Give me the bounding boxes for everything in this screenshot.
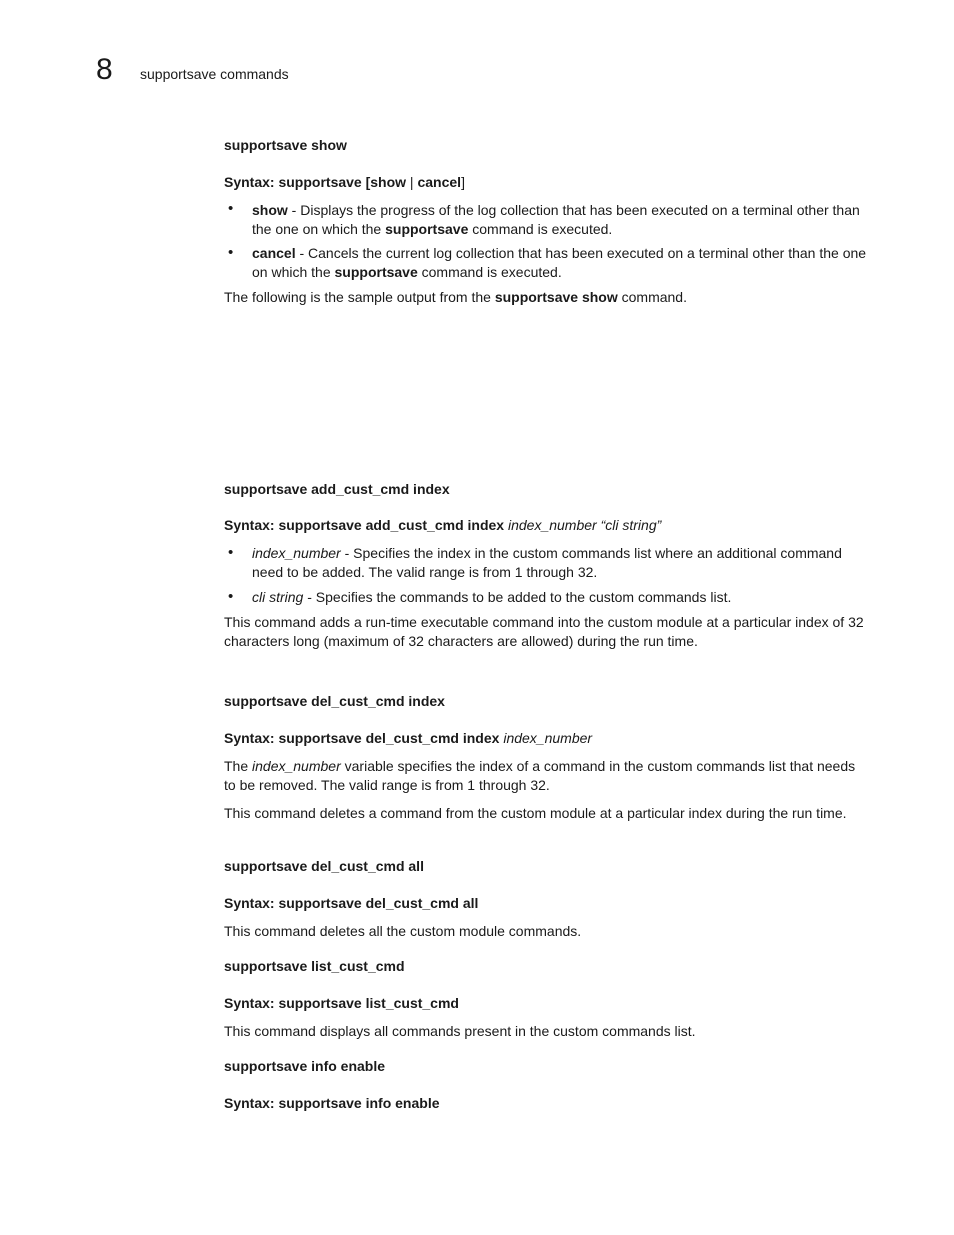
text: The <box>224 758 253 774</box>
syntax-option-show: show <box>370 174 407 190</box>
bullet-cli-string <box>252 588 872 607</box>
syntax-params: index_number <box>499 730 593 746</box>
section-heading-list: supportsave list_cust_cmd <box>224 958 405 974</box>
section-heading-add: supportsave add_cust_cmd index <box>224 481 450 497</box>
section-heading-show: supportsave show <box>224 137 347 153</box>
syntax-separator: | <box>406 174 418 190</box>
del-description-1 <box>224 757 869 795</box>
syntax-prefix: Syntax: supportsave [ <box>224 174 371 190</box>
text: variable specifies the index of a command in the custom commands list that needs to be removed. The valid range is from 1 through 32. <box>224 758 856 793</box>
bullet-icon: • <box>228 244 234 261</box>
syntax-show <box>224 173 869 192</box>
bullet-icon: • <box>228 588 234 605</box>
bullet-desc: command is executed. <box>468 221 613 237</box>
bullet-term: supportsave <box>334 264 418 280</box>
syntax-info: Syntax: supportsave info enable <box>224 1095 440 1111</box>
bullet-icon: • <box>228 544 234 561</box>
syntax-command: Syntax: supportsave add_cust_cmd index <box>224 517 505 533</box>
bullet-desc: - Specifies the index in the custom commands list where an additional command need to be added. The valid range is from 1 through 32. <box>252 545 842 580</box>
variable-name: index_number <box>252 758 341 774</box>
bullet-term: cancel <box>252 245 296 261</box>
syntax-list: Syntax: supportsave list_cust_cmd <box>224 995 459 1011</box>
bullet-index-number <box>252 544 872 582</box>
text: The following is the sample output from the <box>224 289 495 305</box>
add-description: This command adds a run-time executable command into the custom module at a particular index of 32 characters long (maximum of 32 characters are allowed) during the run time. <box>224 614 864 649</box>
list-description: This command displays all commands present in the custom commands list. <box>224 1023 696 1039</box>
bullet-desc: command is executed. <box>417 264 562 280</box>
bullet-term: cli string <box>252 589 304 605</box>
section-heading-del-all: supportsave del_cust_cmd all <box>224 858 424 874</box>
bullet-term: show <box>252 202 288 218</box>
section-heading-del: supportsave del_cust_cmd index <box>224 693 445 709</box>
syntax-end: ] <box>461 174 465 190</box>
del-all-description: This command deletes all the custom module commands. <box>224 923 582 939</box>
chapter-number: 8 <box>96 53 113 86</box>
text: command. <box>617 289 687 305</box>
running-title: supportsave commands <box>140 66 289 82</box>
bullet-cancel <box>252 244 872 282</box>
syntax-option-cancel: cancel <box>417 174 462 190</box>
bullet-desc: - Displays the progress of the log collection that has been executed on a terminal other than the one on which the <box>252 202 860 237</box>
bullet-term: index_number <box>252 545 341 561</box>
syntax-del <box>224 729 869 748</box>
syntax-add <box>224 516 869 535</box>
syntax-params: index_number “cli string” <box>504 517 662 533</box>
bullet-icon: • <box>228 200 234 217</box>
del-description-2: This command deletes a command from the custom module at a particular index during the run time. <box>224 805 847 821</box>
bullet-term: supportsave <box>385 221 469 237</box>
command-name: supportsave show <box>494 289 618 305</box>
bullet-show <box>252 201 872 239</box>
syntax-command: Syntax: supportsave del_cust_cmd index <box>224 730 500 746</box>
syntax-del-all: Syntax: supportsave del_cust_cmd all <box>224 895 479 911</box>
bullet-desc: - Cancels the current log collection that has been executed on a terminal other than the one on which the <box>252 245 867 280</box>
bullet-desc: - Specifies the commands to be added to the custom commands list. <box>303 589 732 605</box>
section-heading-info: supportsave info enable <box>224 1058 386 1074</box>
sample-output-intro <box>224 288 869 307</box>
